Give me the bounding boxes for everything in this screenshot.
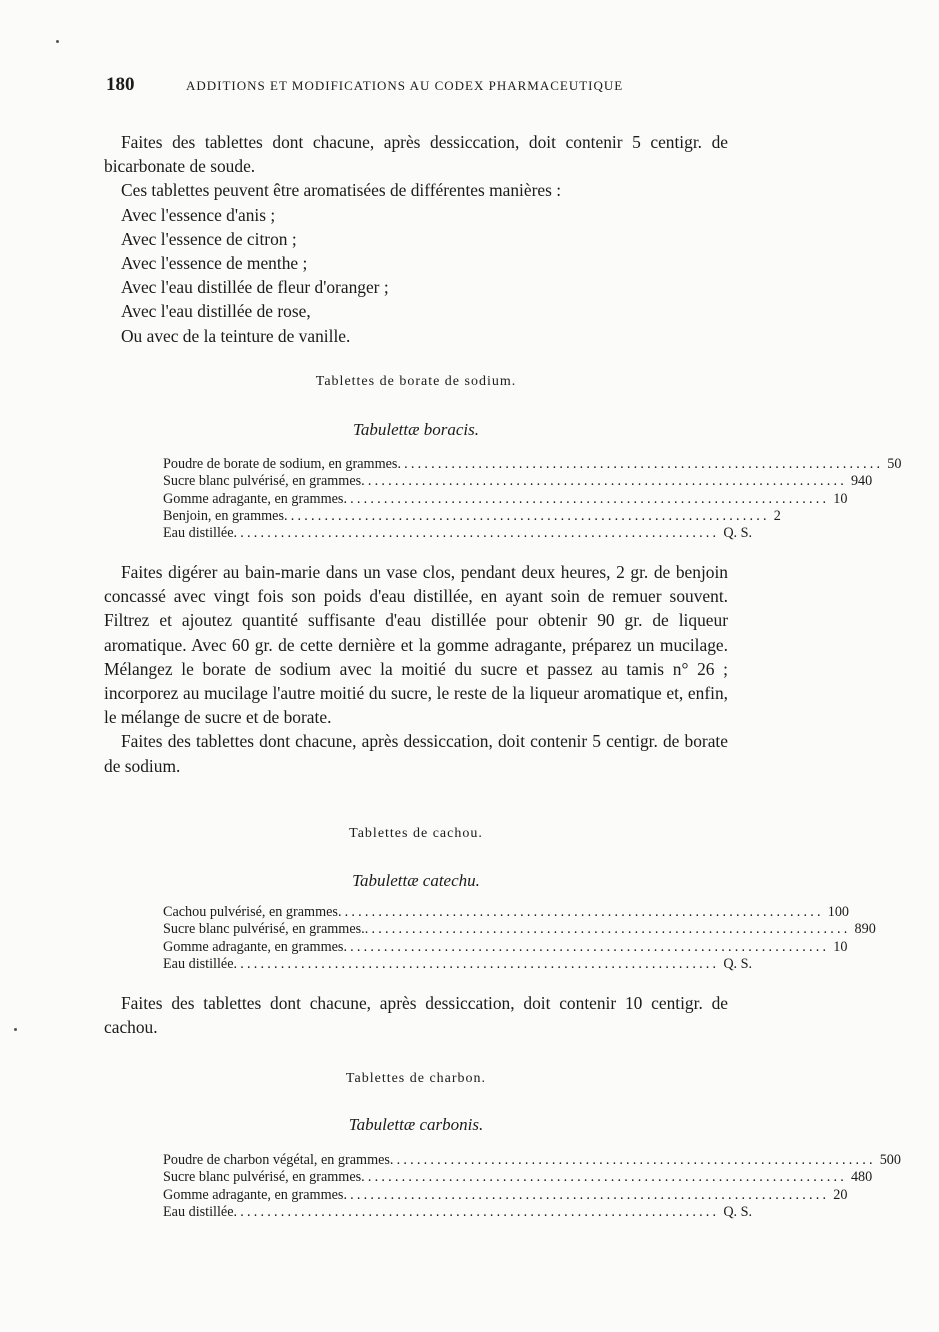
ingredient-list	[163, 1152, 901, 1221]
ingredient-qty: 890	[854, 921, 876, 938]
paragraph: Ou avec de la teinture de vanille.	[121, 325, 351, 346]
paragraph: Avec l'essence de menthe ;	[121, 253, 308, 274]
section-title: Tablettes de charbon.	[345, 1071, 487, 1086]
running-title: ADDITIONS ET MODIFICATIONS AU CODEX PHARMACEUTIQUE	[186, 78, 624, 93]
latin-title: Tabulettæ catechu.	[352, 871, 480, 890]
paragraph: Ces tablettes peuvent être aromatisées de différentes manières :	[121, 180, 562, 201]
scan-speck	[56, 40, 59, 43]
ingredient-qty: 480	[850, 1169, 873, 1186]
paragraph: Faites des tablettes dont chacune, après dessiccation, doit contenir 5 centigr. de borate de sodium.	[104, 731, 728, 776]
section-title: Tablettes de cachou.	[349, 826, 483, 841]
ingredient-row: Sucre blanc pulvérisé, en grammes ........................................................................ 940	[163, 473, 663, 490]
ingredient-name: Gomme adragante, en grammes	[163, 490, 344, 507]
ingredient-row: Eau distillée ........................................................................ Q. S.	[163, 525, 663, 542]
paragraph: Avec l'essence d'anis ;	[121, 204, 276, 225]
ingredient-row: Eau distillée ........................................................................ Q. S.	[163, 1204, 663, 1221]
section-title: Tablettes de borate de sodium.	[315, 374, 517, 389]
ingredient-name: Poudre de borate de sodium, en grammes	[163, 456, 398, 472]
ingredient-name: Eau distillée	[163, 525, 234, 542]
paragraph: Avec l'essence de citron ;	[121, 228, 297, 249]
ingredient-row: Benjoin, en grammes ........................................................................ 2	[163, 508, 663, 525]
ingredient-qty: 940	[850, 473, 873, 490]
ingredient-row: Gomme adragante, en grammes ........................................................................ 20	[163, 1187, 663, 1204]
ingredient-name: Sucre blanc pulvérisé, en grammes	[163, 473, 362, 490]
latin-title: Tabulettæ carbonis.	[348, 1115, 484, 1134]
ingredient-name: Cachou pulvérisé, en grammes	[163, 904, 338, 920]
ingredient-row: Poudre de borate de sodium, en grammes ........................................................................ 50	[163, 456, 663, 473]
running-header	[106, 74, 730, 104]
ingredient-qty: 100	[827, 904, 849, 920]
latin-title: Tabulettæ boracis.	[353, 420, 479, 439]
ingredient-qty: 500	[879, 1152, 901, 1168]
ingredient-qty: Q. S.	[723, 525, 753, 542]
ingredient-row: Gomme adragante, en grammes ........................................................................ 10	[163, 939, 663, 956]
paragraph: Faites des tablettes dont chacune, après dessiccation, doit contenir 5 centigr. de bicarbonate de soude.	[104, 132, 728, 177]
ingredient-qty: Q. S.	[723, 1203, 753, 1220]
ingredient-name: Poudre de charbon végétal, en grammes	[163, 1152, 390, 1168]
ingredient-row: Cachou pulvérisé, en grammes ........................................................................ 100	[163, 904, 663, 921]
ingredient-row: Eau distillée ........................................................................ Q. S.	[163, 956, 663, 973]
ingredient-name: Gomme adragante, en grammes	[163, 938, 344, 955]
paragraph: Avec l'eau distillée de fleur d'oranger ;	[121, 277, 389, 298]
ingredient-row: Sucre blanc pulvérisé, en grammes ........................................................................ 480	[163, 1169, 663, 1186]
paragraph: Faites digérer au bain-marie dans un vase clos, pendant deux heures, 2 gr. de benjoin concassé avec vingt fois son poids d'eau distillée, en ayant soin de remuer souvent. Filtrez et ajoutez quantité suffisante d'eau distillée pour obtenir 90 gr. de liqueur aromatique. Avec 60 gr. de cette dernière et la gomme adragante, préparez un mucilage. Mélangez le borate de sodium avec la moitié du sucre et passez au tamis n° 26 ; incorporez au mucilage l'autre moitié du sucre, le reste de la liqueur aromatique et, enfin, le mélange de sucre et de borate.	[104, 562, 728, 728]
instructions	[104, 560, 728, 778]
ingredient-name: Benjoin, en grammes	[163, 507, 284, 524]
ingredient-name: Sucre blanc pulvérisé, en grammes	[163, 1169, 362, 1186]
page-number: 180	[106, 74, 135, 95]
paragraph: Avec l'eau distillée de rose,	[121, 301, 311, 322]
ingredient-name: Gomme adragante, en grammes	[163, 1186, 344, 1203]
ingredient-row: Gomme adragante, en grammes ........................................................................ 10	[163, 491, 663, 508]
paragraph: Faites des tablettes dont chacune, après dessiccation, doit contenir 10 centigr. de cachou.	[104, 993, 728, 1038]
ingredient-name: Sucre blanc pulvérisé, en grammes.	[163, 921, 365, 938]
ingredient-qty: 2	[773, 507, 781, 524]
instructions	[104, 991, 728, 1039]
ingredient-row: Poudre de charbon végétal, en grammes ........................................................................ 500	[163, 1152, 663, 1169]
ingredient-qty: Q. S.	[723, 955, 753, 972]
ingredient-list	[163, 904, 876, 973]
ingredient-name: Eau distillée	[163, 955, 234, 972]
ingredient-row: Sucre blanc pulvérisé, en grammes. ........................................................................ 890	[163, 921, 663, 938]
ingredient-name: Eau distillée	[163, 1203, 234, 1220]
ingredient-qty: 50	[887, 456, 902, 472]
ingredient-list	[163, 456, 902, 542]
ingredient-qty: 10	[833, 938, 848, 955]
intro-text	[104, 130, 728, 348]
ingredient-qty: 10	[833, 490, 848, 507]
scan-speck	[14, 1028, 17, 1031]
ingredient-qty: 20	[833, 1186, 848, 1203]
